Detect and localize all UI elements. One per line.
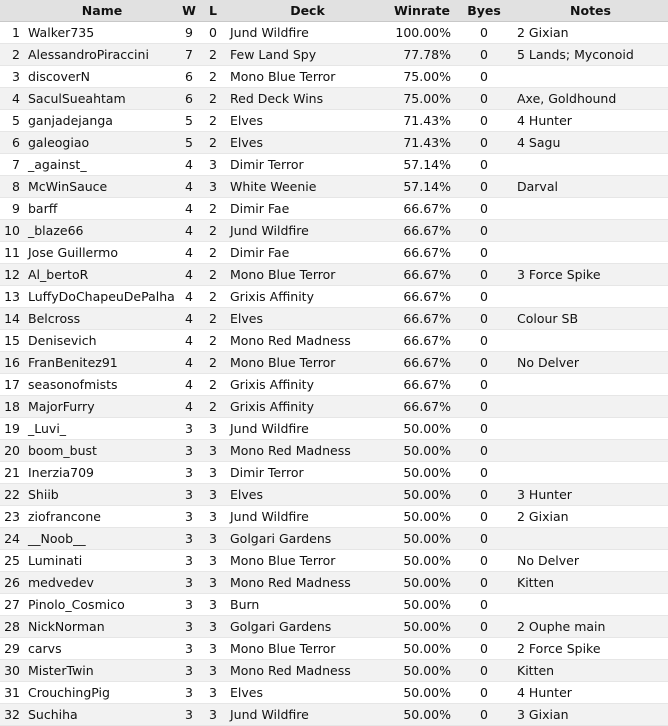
rank-cell: 6 <box>0 132 26 154</box>
player-name-cell: AlessandroPiraccini <box>26 44 178 66</box>
winrate-cell: 57.14% <box>389 154 455 176</box>
byes-cell: 0 <box>455 22 513 44</box>
losses-cell: 3 <box>200 616 226 638</box>
rank-cell: 21 <box>0 462 26 484</box>
notes-cell <box>513 594 668 616</box>
notes-cell <box>513 462 668 484</box>
wins-cell: 4 <box>178 242 200 264</box>
wins-cell: 3 <box>178 550 200 572</box>
table-row[interactable] <box>0 484 668 506</box>
player-name-cell: ziofrancone <box>26 506 178 528</box>
byes-cell: 0 <box>455 264 513 286</box>
table-row[interactable] <box>0 572 668 594</box>
byes-cell: 0 <box>455 572 513 594</box>
winrate-cell: 50.00% <box>389 594 455 616</box>
notes-cell: 3 Gixian <box>513 704 668 726</box>
player-name-cell: SaculSueahtam <box>26 88 178 110</box>
table-row[interactable] <box>0 132 668 154</box>
wins-cell: 4 <box>178 176 200 198</box>
rank-cell: 28 <box>0 616 26 638</box>
notes-cell: 3 Hunter <box>513 484 668 506</box>
table-row[interactable] <box>0 550 668 572</box>
losses-cell: 2 <box>200 198 226 220</box>
losses-cell: 3 <box>200 462 226 484</box>
deck-cell: Jund Wildfire <box>226 506 389 528</box>
notes-cell <box>513 286 668 308</box>
rank-cell: 15 <box>0 330 26 352</box>
deck-cell: Golgari Gardens <box>226 616 389 638</box>
rank-cell: 14 <box>0 308 26 330</box>
losses-cell: 0 <box>200 22 226 44</box>
losses-cell: 3 <box>200 154 226 176</box>
rank-cell: 31 <box>0 682 26 704</box>
deck-cell: Elves <box>226 132 389 154</box>
byes-cell: 0 <box>455 220 513 242</box>
byes-cell: 0 <box>455 66 513 88</box>
wins-cell: 4 <box>178 330 200 352</box>
byes-cell: 0 <box>455 110 513 132</box>
deck-cell: Red Deck Wins <box>226 88 389 110</box>
rank-cell: 10 <box>0 220 26 242</box>
player-name-cell: Inerzia709 <box>26 462 178 484</box>
winrate-cell: 50.00% <box>389 418 455 440</box>
byes-cell: 0 <box>455 462 513 484</box>
table-row[interactable] <box>0 440 668 462</box>
notes-cell: Axe, Goldhound <box>513 88 668 110</box>
header-w[interactable]: W <box>178 0 200 22</box>
deck-cell: Mono Blue Terror <box>226 638 389 660</box>
player-name-cell: Shiib <box>26 484 178 506</box>
rank-cell: 17 <box>0 374 26 396</box>
wins-cell: 3 <box>178 484 200 506</box>
notes-cell: 4 Hunter <box>513 110 668 132</box>
notes-cell <box>513 242 668 264</box>
rank-cell: 27 <box>0 594 26 616</box>
table-row[interactable] <box>0 396 668 418</box>
wins-cell: 3 <box>178 572 200 594</box>
wins-cell: 3 <box>178 528 200 550</box>
wins-cell: 3 <box>178 660 200 682</box>
losses-cell: 2 <box>200 330 226 352</box>
winrate-cell: 66.67% <box>389 220 455 242</box>
byes-cell: 0 <box>455 484 513 506</box>
losses-cell: 2 <box>200 242 226 264</box>
player-name-cell: Luminati <box>26 550 178 572</box>
player-name-cell: NickNorman <box>26 616 178 638</box>
rank-cell: 12 <box>0 264 26 286</box>
winrate-cell: 50.00% <box>389 572 455 594</box>
table-row[interactable] <box>0 660 668 682</box>
notes-cell: Kitten <box>513 572 668 594</box>
rank-cell: 26 <box>0 572 26 594</box>
table-row[interactable] <box>0 374 668 396</box>
winrate-cell: 71.43% <box>389 110 455 132</box>
rank-cell: 11 <box>0 242 26 264</box>
wins-cell: 3 <box>178 506 200 528</box>
rank-cell: 8 <box>0 176 26 198</box>
deck-cell: Dimir Fae <box>226 242 389 264</box>
winrate-cell: 66.67% <box>389 198 455 220</box>
rank-cell: 29 <box>0 638 26 660</box>
table-row[interactable] <box>0 528 668 550</box>
wins-cell: 3 <box>178 704 200 726</box>
losses-cell: 2 <box>200 396 226 418</box>
losses-cell: 3 <box>200 704 226 726</box>
wins-cell: 4 <box>178 264 200 286</box>
table-row[interactable] <box>0 242 668 264</box>
rank-cell: 24 <box>0 528 26 550</box>
wins-cell: 4 <box>178 352 200 374</box>
player-name-cell: boom_bust <box>26 440 178 462</box>
byes-cell: 0 <box>455 682 513 704</box>
table-row[interactable] <box>0 418 668 440</box>
table-row[interactable] <box>0 286 668 308</box>
player-name-cell: MisterTwin <box>26 660 178 682</box>
rank-cell: 18 <box>0 396 26 418</box>
byes-cell: 0 <box>455 616 513 638</box>
wins-cell: 4 <box>178 286 200 308</box>
deck-cell: Elves <box>226 110 389 132</box>
player-name-cell: CrouchingPig <box>26 682 178 704</box>
losses-cell: 2 <box>200 88 226 110</box>
losses-cell: 3 <box>200 506 226 528</box>
losses-cell: 3 <box>200 682 226 704</box>
deck-cell: Mono Red Madness <box>226 572 389 594</box>
losses-cell: 3 <box>200 176 226 198</box>
rank-cell: 16 <box>0 352 26 374</box>
losses-cell: 3 <box>200 638 226 660</box>
deck-cell: Dimir Fae <box>226 198 389 220</box>
notes-cell: 5 Lands; Myconoid <box>513 44 668 66</box>
losses-cell: 2 <box>200 286 226 308</box>
notes-cell: 2 Force Spike <box>513 638 668 660</box>
deck-cell: Elves <box>226 308 389 330</box>
losses-cell: 3 <box>200 484 226 506</box>
winrate-cell: 66.67% <box>389 396 455 418</box>
table-row[interactable] <box>0 66 668 88</box>
losses-cell: 2 <box>200 132 226 154</box>
losses-cell: 3 <box>200 572 226 594</box>
rank-cell: 13 <box>0 286 26 308</box>
table-row[interactable] <box>0 462 668 484</box>
byes-cell: 0 <box>455 638 513 660</box>
rank-cell: 5 <box>0 110 26 132</box>
table-row[interactable] <box>0 704 668 726</box>
rank-cell: 9 <box>0 198 26 220</box>
player-name-cell: Suchiha <box>26 704 178 726</box>
byes-cell: 0 <box>455 176 513 198</box>
losses-cell: 2 <box>200 66 226 88</box>
rank-cell: 2 <box>0 44 26 66</box>
table-row[interactable] <box>0 198 668 220</box>
deck-cell: Grixis Affinity <box>226 396 389 418</box>
losses-cell: 3 <box>200 528 226 550</box>
byes-cell: 0 <box>455 330 513 352</box>
byes-cell: 0 <box>455 308 513 330</box>
losses-cell: 3 <box>200 440 226 462</box>
byes-cell: 0 <box>455 550 513 572</box>
byes-cell: 0 <box>455 242 513 264</box>
wins-cell: 4 <box>178 308 200 330</box>
rank-cell: 20 <box>0 440 26 462</box>
wins-cell: 3 <box>178 594 200 616</box>
deck-cell: White Weenie <box>226 176 389 198</box>
notes-cell: No Delver <box>513 352 668 374</box>
player-name-cell: Walker735 <box>26 22 178 44</box>
winrate-cell: 66.67% <box>389 264 455 286</box>
winrate-cell: 50.00% <box>389 550 455 572</box>
notes-cell <box>513 440 668 462</box>
player-name-cell: discoverN <box>26 66 178 88</box>
byes-cell: 0 <box>455 440 513 462</box>
player-name-cell: galeogiao <box>26 132 178 154</box>
winrate-cell: 50.00% <box>389 682 455 704</box>
wins-cell: 6 <box>178 66 200 88</box>
wins-cell: 3 <box>178 616 200 638</box>
table-row[interactable] <box>0 44 668 66</box>
player-name-cell: _Luvi_ <box>26 418 178 440</box>
table-row[interactable] <box>0 88 668 110</box>
byes-cell: 0 <box>455 660 513 682</box>
player-name-cell: MajorFurry <box>26 396 178 418</box>
byes-cell: 0 <box>455 88 513 110</box>
byes-cell: 0 <box>455 44 513 66</box>
notes-cell <box>513 330 668 352</box>
deck-cell: Burn <box>226 594 389 616</box>
notes-cell <box>513 66 668 88</box>
winrate-cell: 50.00% <box>389 660 455 682</box>
table-row[interactable] <box>0 22 668 44</box>
rank-cell: 25 <box>0 550 26 572</box>
wins-cell: 3 <box>178 682 200 704</box>
winrate-cell: 100.00% <box>389 22 455 44</box>
wins-cell: 5 <box>178 132 200 154</box>
wins-cell: 6 <box>178 88 200 110</box>
wins-cell: 4 <box>178 198 200 220</box>
deck-cell: Mono Blue Terror <box>226 264 389 286</box>
table-row[interactable] <box>0 616 668 638</box>
wins-cell: 3 <box>178 638 200 660</box>
notes-cell <box>513 220 668 242</box>
table-body <box>0 22 668 726</box>
losses-cell: 2 <box>200 308 226 330</box>
wins-cell: 7 <box>178 44 200 66</box>
notes-cell: Colour SB <box>513 308 668 330</box>
player-name-cell: LuffyDoChapeuDePalha <box>26 286 178 308</box>
byes-cell: 0 <box>455 418 513 440</box>
deck-cell: Jund Wildfire <box>226 220 389 242</box>
byes-cell: 0 <box>455 132 513 154</box>
rank-cell: 4 <box>0 88 26 110</box>
byes-cell: 0 <box>455 286 513 308</box>
rank-cell: 1 <box>0 22 26 44</box>
wins-cell: 4 <box>178 374 200 396</box>
losses-cell: 3 <box>200 418 226 440</box>
notes-cell: No Delver <box>513 550 668 572</box>
header-row <box>0 0 668 22</box>
wins-cell: 4 <box>178 396 200 418</box>
header-rank[interactable] <box>0 0 26 22</box>
wins-cell: 9 <box>178 22 200 44</box>
header-winrate[interactable]: Winrate <box>389 0 455 22</box>
winrate-cell: 50.00% <box>389 440 455 462</box>
notes-cell <box>513 374 668 396</box>
byes-cell: 0 <box>455 198 513 220</box>
winrate-cell: 66.67% <box>389 352 455 374</box>
winrate-cell: 50.00% <box>389 484 455 506</box>
table-row[interactable] <box>0 154 668 176</box>
table-row[interactable] <box>0 352 668 374</box>
deck-cell: Jund Wildfire <box>226 418 389 440</box>
losses-cell: 2 <box>200 44 226 66</box>
player-name-cell: Pinolo_Cosmico <box>26 594 178 616</box>
header-notes[interactable]: Notes <box>513 0 668 22</box>
byes-cell: 0 <box>455 594 513 616</box>
winrate-cell: 50.00% <box>389 704 455 726</box>
notes-cell: Kitten <box>513 660 668 682</box>
winrate-cell: 71.43% <box>389 132 455 154</box>
notes-cell <box>513 418 668 440</box>
byes-cell: 0 <box>455 396 513 418</box>
wins-cell: 3 <box>178 418 200 440</box>
losses-cell: 2 <box>200 220 226 242</box>
player-name-cell: Belcross <box>26 308 178 330</box>
winrate-cell: 50.00% <box>389 462 455 484</box>
header-l[interactable]: L <box>200 0 226 22</box>
deck-cell: Mono Red Madness <box>226 440 389 462</box>
notes-cell: 2 Gixian <box>513 506 668 528</box>
winrate-cell: 66.67% <box>389 242 455 264</box>
table-row[interactable] <box>0 220 668 242</box>
player-name-cell: barff <box>26 198 178 220</box>
winrate-cell: 57.14% <box>389 176 455 198</box>
winrate-cell: 50.00% <box>389 638 455 660</box>
table-row[interactable] <box>0 110 668 132</box>
deck-cell: Grixis Affinity <box>226 286 389 308</box>
winrate-cell: 66.67% <box>389 308 455 330</box>
table-row[interactable] <box>0 638 668 660</box>
rank-cell: 23 <box>0 506 26 528</box>
table-row[interactable] <box>0 176 668 198</box>
deck-cell: Jund Wildfire <box>226 22 389 44</box>
losses-cell: 2 <box>200 264 226 286</box>
byes-cell: 0 <box>455 704 513 726</box>
byes-cell: 0 <box>455 154 513 176</box>
deck-cell: Golgari Gardens <box>226 528 389 550</box>
wins-cell: 4 <box>178 220 200 242</box>
player-name-cell: FranBenitez91 <box>26 352 178 374</box>
byes-cell: 0 <box>455 506 513 528</box>
header-byes[interactable]: Byes <box>455 0 513 22</box>
winrate-cell: 66.67% <box>389 330 455 352</box>
notes-cell <box>513 154 668 176</box>
notes-cell <box>513 396 668 418</box>
rank-cell: 22 <box>0 484 26 506</box>
winrate-cell: 50.00% <box>389 616 455 638</box>
deck-cell: Mono Red Madness <box>226 660 389 682</box>
table-row[interactable] <box>0 264 668 286</box>
winrate-cell: 50.00% <box>389 528 455 550</box>
table-row[interactable] <box>0 594 668 616</box>
deck-cell: Grixis Affinity <box>226 374 389 396</box>
losses-cell: 3 <box>200 550 226 572</box>
notes-cell: 4 Hunter <box>513 682 668 704</box>
notes-cell: 3 Force Spike <box>513 264 668 286</box>
losses-cell: 3 <box>200 594 226 616</box>
deck-cell: Mono Red Madness <box>226 330 389 352</box>
player-name-cell: Denisevich <box>26 330 178 352</box>
deck-cell: Mono Blue Terror <box>226 550 389 572</box>
notes-cell: 4 Sagu <box>513 132 668 154</box>
player-name-cell: carvs <box>26 638 178 660</box>
deck-cell: Mono Blue Terror <box>226 66 389 88</box>
player-name-cell: medvedev <box>26 572 178 594</box>
notes-cell: 2 Gixian <box>513 22 668 44</box>
player-name-cell: seasonofmists <box>26 374 178 396</box>
deck-cell: Mono Blue Terror <box>226 352 389 374</box>
player-name-cell: Al_bertoR <box>26 264 178 286</box>
byes-cell: 0 <box>455 374 513 396</box>
winrate-cell: 75.00% <box>389 66 455 88</box>
winrate-cell: 75.00% <box>389 88 455 110</box>
notes-cell <box>513 198 668 220</box>
player-name-cell: ganjadejanga <box>26 110 178 132</box>
deck-cell: Jund Wildfire <box>226 704 389 726</box>
losses-cell: 2 <box>200 110 226 132</box>
player-name-cell: McWinSauce <box>26 176 178 198</box>
winrate-cell: 50.00% <box>389 506 455 528</box>
notes-cell <box>513 528 668 550</box>
wins-cell: 3 <box>178 440 200 462</box>
deck-cell: Elves <box>226 682 389 704</box>
player-name-cell: _blaze66 <box>26 220 178 242</box>
rank-cell: 7 <box>0 154 26 176</box>
wins-cell: 3 <box>178 462 200 484</box>
winrate-cell: 66.67% <box>389 374 455 396</box>
deck-cell: Dimir Terror <box>226 154 389 176</box>
notes-cell: 2 Ouphe main <box>513 616 668 638</box>
rank-cell: 3 <box>0 66 26 88</box>
wins-cell: 5 <box>178 110 200 132</box>
byes-cell: 0 <box>455 528 513 550</box>
rank-cell: 32 <box>0 704 26 726</box>
deck-cell: Dimir Terror <box>226 462 389 484</box>
losses-cell: 2 <box>200 352 226 374</box>
wins-cell: 4 <box>178 154 200 176</box>
notes-cell: Darval <box>513 176 668 198</box>
rank-cell: 30 <box>0 660 26 682</box>
byes-cell: 0 <box>455 352 513 374</box>
table-row[interactable] <box>0 506 668 528</box>
table-row[interactable] <box>0 308 668 330</box>
player-name-cell: _against_ <box>26 154 178 176</box>
header-name[interactable]: Name <box>26 0 178 22</box>
table-row[interactable] <box>0 330 668 352</box>
winrate-cell: 66.67% <box>389 286 455 308</box>
header-deck[interactable]: Deck <box>226 0 389 22</box>
deck-cell: Elves <box>226 484 389 506</box>
deck-cell: Few Land Spy <box>226 44 389 66</box>
losses-cell: 2 <box>200 374 226 396</box>
winrate-cell: 77.78% <box>389 44 455 66</box>
rank-cell: 19 <box>0 418 26 440</box>
player-name-cell: Jose Guillermo <box>26 242 178 264</box>
player-name-cell: __Noob__ <box>26 528 178 550</box>
losses-cell: 3 <box>200 660 226 682</box>
